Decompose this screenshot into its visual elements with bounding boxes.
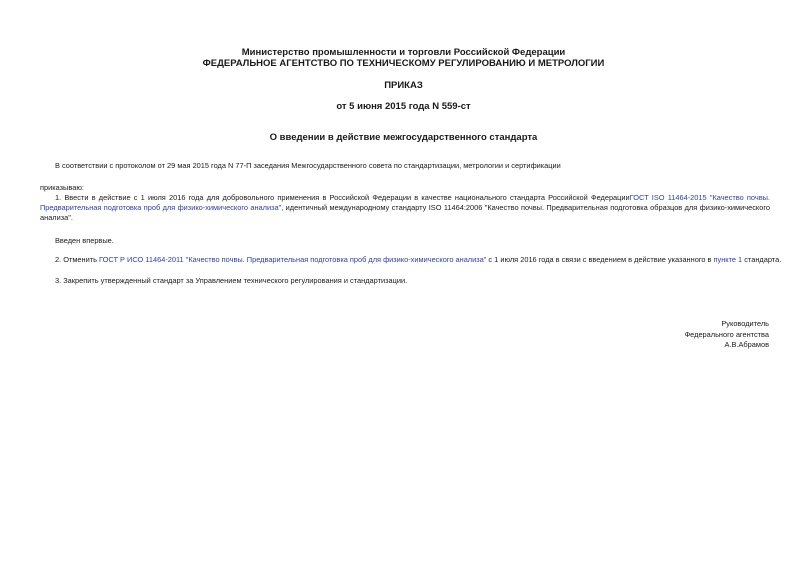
first-introduced-note: Введен впервые. (55, 236, 114, 245)
order-word: приказываю: (40, 183, 84, 192)
item-3-paragraph: 3. Закрепить утвержденный стандарт за Управлением технического регулирования и стандартизации. (55, 276, 408, 285)
document-type: ПРИКАЗ (384, 80, 423, 91)
signer-organization: Федерального агентства (684, 329, 769, 339)
gost-iso-11464-2015-link[interactable]: ГОСТ ISO 11464-2015 "Качество почвы. Предварительная подготовка проб для физико-химического анализа" (40, 193, 770, 212)
signer-name: А.В.Абрамов (724, 340, 769, 349)
signer-position: Руководитель (721, 319, 769, 328)
item-2-middle: с 1 июля 2016 года в связи с введением в действие указанного в (486, 255, 714, 264)
item-1-reference-link[interactable]: пункте 1 (713, 255, 743, 264)
item-2-prefix: 2. Отменить (55, 255, 100, 264)
basis-paragraph: В соответствии с протоколом от 29 мая 2015 года N 77-П заседания Межгосударственного совета по стандартизации, метрологии и сертификации (55, 161, 561, 170)
gost-r-iso-11464-2011-link[interactable]: ГОСТ Р ИСО 11464-2011 "Качество почвы. Предварительная подготовка проб для физико-химического анализа" (99, 255, 487, 264)
agency-title: ФЕДЕРАЛЬНОЕ АГЕНТСТВО ПО ТЕХНИЧЕСКОМУ РЕГУЛИРОВАНИЮ И МЕТРОЛОГИИ (202, 58, 605, 69)
item-2-paragraph (55, 255, 785, 265)
signature-block (685, 319, 769, 351)
item-1-suffix: , идентичный международному стандарту ISO 11464:2006 "Качество почвы. Предварительная подготовка образцов для физико-химического анализа". (40, 203, 770, 222)
document-date-number: от 5 июня 2015 года N 559-ст (336, 101, 471, 112)
ministry-title: Министерство промышленности и торговли Российской Федерации (241, 47, 566, 58)
item-2-suffix: стандарта. (742, 255, 782, 264)
item-1-paragraph (40, 193, 770, 223)
document-subject: О введении в действие межгосударственного стандарта (269, 132, 538, 143)
item-1-prefix: 1. Ввести в действие с 1 июля 2016 года для добровольного применения в Российской Федерации в качестве национального стандарта Российской Федерации (55, 193, 630, 202)
